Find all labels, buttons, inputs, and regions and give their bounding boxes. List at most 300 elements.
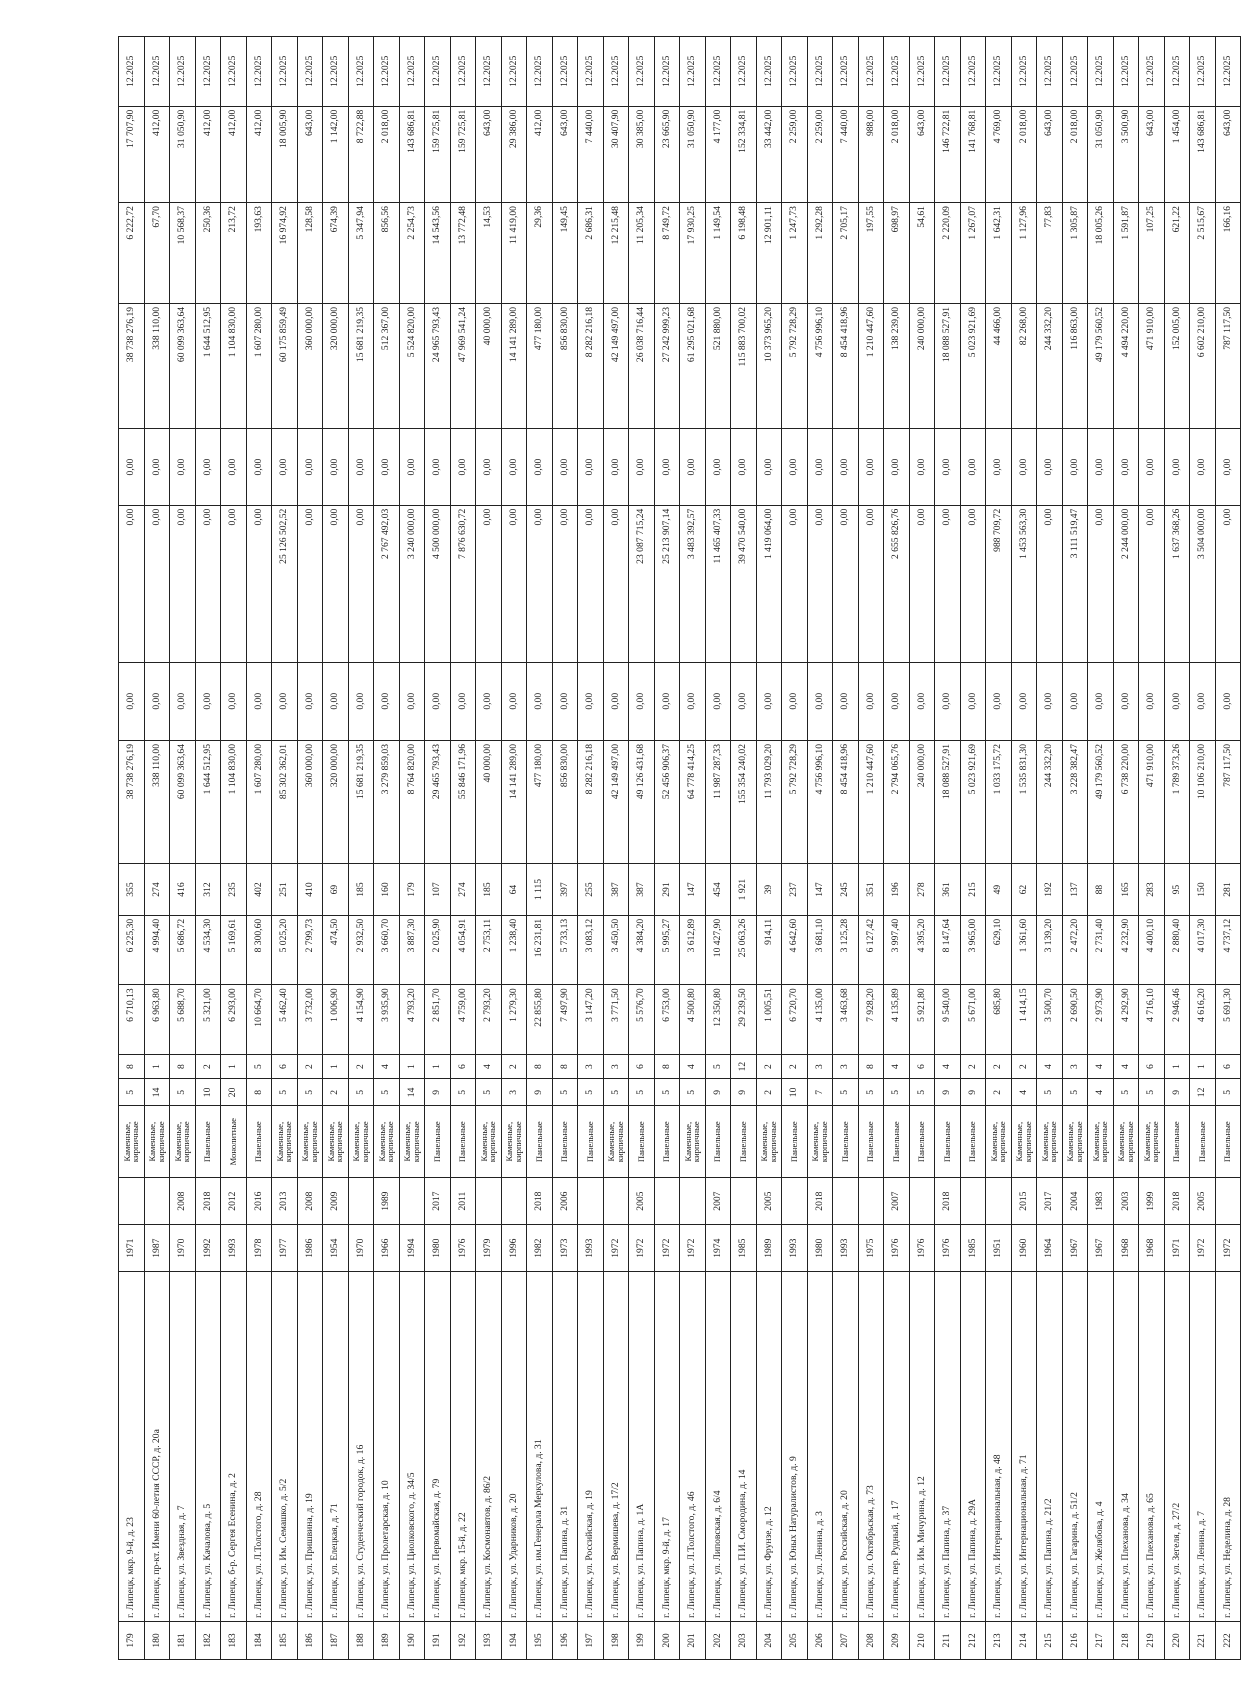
deadline-cell: 12.2025 <box>1011 37 1037 107</box>
unit-cost-cell: 166,16 <box>1215 203 1241 304</box>
cost-fund-1-cell: 0,00 <box>425 662 451 740</box>
year-built-cell: 1987 <box>144 1225 170 1272</box>
cost-fund-3-cell: 0,00 <box>1164 429 1190 505</box>
floors-cell: 5 <box>1215 1079 1241 1106</box>
entrances-cell: 2 <box>297 1054 323 1079</box>
year-built-cell: 1993 <box>221 1225 247 1272</box>
cost-fund-1-cell: 0,00 <box>348 662 374 740</box>
total-area-cell: 10 664,70 <box>246 985 272 1054</box>
cost-fund-3-cell: 0,00 <box>1062 429 1088 505</box>
cost-fund-2-cell: 3 483 392,57 <box>680 505 706 662</box>
row-number-cell: 179 <box>119 1621 145 1659</box>
deadline-cell: 12.2025 <box>450 37 476 107</box>
address-cell: г. Липецк, б-р. Сергея Есенина, д. 2 <box>221 1272 247 1622</box>
wall-material-cell: Панельные <box>629 1106 655 1178</box>
max-unit-cost-cell: 30 407,90 <box>603 106 629 202</box>
unit-cost-cell: 149,45 <box>552 203 578 304</box>
residents-cell: 274 <box>144 864 170 916</box>
entrances-cell: 2 <box>195 1054 221 1079</box>
cost-owners-cell: 4 494 220,00 <box>1113 303 1139 429</box>
address-cell: г. Липецк, ул. Зегеля, д. 27/2 <box>1164 1272 1190 1622</box>
living-area-cell: 5 995,27 <box>654 915 680 984</box>
year-renovated-cell <box>858 1178 884 1225</box>
max-unit-cost-cell: 2 259,00 <box>782 106 808 202</box>
living-area-cell: 4 017,30 <box>1190 915 1216 984</box>
year-renovated-cell: 2017 <box>1037 1178 1063 1225</box>
cost-fund-1-cell: 0,00 <box>909 662 935 740</box>
wall-material-cell: Панельные <box>195 1106 221 1178</box>
entrances-cell: 6 <box>1215 1054 1241 1079</box>
living-area-cell: 3 083,12 <box>578 915 604 984</box>
residents-cell: 147 <box>680 864 706 916</box>
total-area-cell: 9 540,00 <box>935 985 961 1054</box>
table-row <box>246 37 272 1660</box>
living-area-cell: 3 997,40 <box>884 915 910 984</box>
total-cost-cell: 64 778 414,25 <box>680 741 706 864</box>
living-area-cell: 2 880,40 <box>1164 915 1190 984</box>
entrances-cell: 8 <box>119 1054 145 1079</box>
year-renovated-cell: 2005 <box>1190 1178 1216 1225</box>
floors-cell: 2 <box>323 1079 349 1106</box>
floors-cell: 9 <box>960 1079 986 1106</box>
unit-cost-cell: 674,39 <box>323 203 349 304</box>
entrances-cell: 1 <box>399 1054 425 1079</box>
entrances-cell: 3 <box>807 1054 833 1079</box>
year-renovated-cell: 2005 <box>756 1178 782 1225</box>
cost-fund-2-cell: 3 240 000,00 <box>399 505 425 662</box>
cost-fund-1-cell: 0,00 <box>654 662 680 740</box>
cost-fund-3-cell: 0,00 <box>756 429 782 505</box>
deadline-cell: 12.2025 <box>272 37 298 107</box>
table-row <box>323 37 349 1660</box>
wall-material-cell: Панельные <box>578 1106 604 1178</box>
cost-fund-3-cell: 0,00 <box>425 429 451 505</box>
deadline-cell: 12.2025 <box>1215 37 1241 107</box>
total-cost-cell: 10 106 210,00 <box>1190 741 1216 864</box>
row-number-cell: 201 <box>680 1621 706 1659</box>
cost-fund-3-cell: 0,00 <box>246 429 272 505</box>
address-cell: г. Липецк, пер. Рудный, д. 17 <box>884 1272 910 1622</box>
total-area-cell: 4 292,90 <box>1113 985 1139 1054</box>
year-renovated-cell <box>1215 1178 1241 1225</box>
entrances-cell: 4 <box>884 1054 910 1079</box>
unit-cost-cell: 213,72 <box>221 203 247 304</box>
cost-fund-3-cell: 0,00 <box>909 429 935 505</box>
residents-cell: 281 <box>1215 864 1241 916</box>
total-cost-cell: 3 279 859,03 <box>374 741 400 864</box>
year-renovated-cell: 1983 <box>1088 1178 1114 1225</box>
cost-fund-1-cell: 0,00 <box>399 662 425 740</box>
deadline-cell: 12.2025 <box>221 37 247 107</box>
table-row <box>833 37 859 1660</box>
address-cell: г. Липецк, ул. Вермишева, д. 17/2 <box>603 1272 629 1622</box>
row-number-cell: 216 <box>1062 1621 1088 1659</box>
floors-cell: 5 <box>629 1079 655 1106</box>
year-renovated-cell: 2006 <box>552 1178 578 1225</box>
wall-material-cell: Каменные, кирпичные <box>756 1106 782 1178</box>
year-renovated-cell: 2004 <box>1062 1178 1088 1225</box>
total-area-cell: 22 855,80 <box>527 985 553 1054</box>
total-area-cell: 1 005,51 <box>756 985 782 1054</box>
residents-cell: 88 <box>1088 864 1114 916</box>
entrances-cell: 1 <box>323 1054 349 1079</box>
cost-owners-cell: 8 454 418,96 <box>833 303 859 429</box>
living-area-cell: 4 232,90 <box>1113 915 1139 984</box>
residents-cell: 255 <box>578 864 604 916</box>
cost-fund-3-cell: 0,00 <box>705 429 731 505</box>
total-area-cell: 5 576,70 <box>629 985 655 1054</box>
year-renovated-cell: 2007 <box>705 1178 731 1225</box>
year-built-cell: 1970 <box>170 1225 196 1272</box>
year-built-cell: 1985 <box>960 1225 986 1272</box>
row-number-cell: 204 <box>756 1621 782 1659</box>
total-area-cell: 685,80 <box>986 985 1012 1054</box>
deadline-cell: 12.2025 <box>909 37 935 107</box>
residents-cell: 283 <box>1139 864 1165 916</box>
wall-material-cell: Панельные <box>1190 1106 1216 1178</box>
floors-cell: 9 <box>1164 1079 1190 1106</box>
cost-fund-3-cell: 0,00 <box>782 429 808 505</box>
deadline-cell: 12.2025 <box>1113 37 1139 107</box>
living-area-cell: 2 932,50 <box>348 915 374 984</box>
address-cell: г. Липецк, ул. Папина, д. 1А <box>629 1272 655 1622</box>
cost-owners-cell: 44 466,00 <box>986 303 1012 429</box>
cost-fund-2-cell: 25 213 907,14 <box>654 505 680 662</box>
table-row <box>1164 37 1190 1660</box>
total-cost-cell: 1 210 447,60 <box>858 741 884 864</box>
wall-material-cell: Панельные <box>1164 1106 1190 1178</box>
cost-fund-1-cell: 0,00 <box>450 662 476 740</box>
wall-material-cell: Панельные <box>731 1106 757 1178</box>
unit-cost-cell: 14,53 <box>476 203 502 304</box>
year-built-cell: 1994 <box>399 1225 425 1272</box>
row-number-cell: 194 <box>501 1621 527 1659</box>
max-unit-cost-cell: 643,00 <box>1139 106 1165 202</box>
unit-cost-cell: 1 642,31 <box>986 203 1012 304</box>
residents-cell: 215 <box>960 864 986 916</box>
residents-cell: 160 <box>374 864 400 916</box>
deadline-cell: 12.2025 <box>552 37 578 107</box>
year-renovated-cell: 1999 <box>1139 1178 1165 1225</box>
total-cost-cell: 1 535 831,30 <box>1011 741 1037 864</box>
cost-fund-2-cell: 0,00 <box>935 505 961 662</box>
year-built-cell: 1978 <box>246 1225 272 1272</box>
cost-owners-cell: 116 863,00 <box>1062 303 1088 429</box>
year-built-cell: 1976 <box>935 1225 961 1272</box>
deadline-cell: 12.2025 <box>144 37 170 107</box>
deadline-cell: 12.2025 <box>501 37 527 107</box>
cost-owners-cell: 856 830,00 <box>552 303 578 429</box>
max-unit-cost-cell: 159 725,81 <box>425 106 451 202</box>
cost-owners-cell: 787 117,50 <box>1215 303 1241 429</box>
table-row <box>297 37 323 1660</box>
cost-fund-1-cell: 0,00 <box>603 662 629 740</box>
cost-fund-2-cell: 11 465 407,33 <box>705 505 731 662</box>
row-number-cell: 202 <box>705 1621 731 1659</box>
cost-fund-3-cell: 0,00 <box>450 429 476 505</box>
total-area-cell: 6 753,00 <box>654 985 680 1054</box>
row-number-cell: 198 <box>603 1621 629 1659</box>
year-built-cell: 1982 <box>527 1225 553 1272</box>
cost-fund-2-cell: 3 504 000,00 <box>1190 505 1216 662</box>
year-renovated-cell: 2012 <box>221 1178 247 1225</box>
row-number-cell: 188 <box>348 1621 374 1659</box>
total-area-cell: 2 946,46 <box>1164 985 1190 1054</box>
total-area-cell: 4 154,90 <box>348 985 374 1054</box>
cost-fund-3-cell: 0,00 <box>170 429 196 505</box>
entrances-cell: 4 <box>1113 1054 1139 1079</box>
table-row <box>527 37 553 1660</box>
max-unit-cost-cell: 643,00 <box>476 106 502 202</box>
cost-fund-3-cell: 0,00 <box>1139 429 1165 505</box>
max-unit-cost-cell: 4 769,00 <box>986 106 1012 202</box>
max-unit-cost-cell: 2 018,00 <box>374 106 400 202</box>
cost-fund-1-cell: 0,00 <box>1190 662 1216 740</box>
cost-fund-3-cell: 0,00 <box>144 429 170 505</box>
deadline-cell: 12.2025 <box>1190 37 1216 107</box>
year-renovated-cell: 2005 <box>629 1178 655 1225</box>
year-renovated-cell <box>731 1178 757 1225</box>
cost-fund-3-cell: 0,00 <box>348 429 374 505</box>
residents-cell: 291 <box>654 864 680 916</box>
floors-cell: 5 <box>680 1079 706 1106</box>
floors-cell: 20 <box>221 1079 247 1106</box>
residents-cell: 361 <box>935 864 961 916</box>
unit-cost-cell: 67,70 <box>144 203 170 304</box>
wall-material-cell: Каменные, кирпичные <box>144 1106 170 1178</box>
entrances-cell: 2 <box>782 1054 808 1079</box>
entrances-cell: 6 <box>450 1054 476 1079</box>
cost-owners-cell: 5 524 820,00 <box>399 303 425 429</box>
cost-fund-2-cell: 23 087 715,24 <box>629 505 655 662</box>
unit-cost-cell: 128,58 <box>297 203 323 304</box>
address-cell: г. Липецк, ул. Неделина, д. 28 <box>1215 1272 1241 1622</box>
unit-cost-cell: 17 930,25 <box>680 203 706 304</box>
table-row <box>1037 37 1063 1660</box>
max-unit-cost-cell: 2 018,00 <box>1062 106 1088 202</box>
total-cost-cell: 1 789 373,26 <box>1164 741 1190 864</box>
year-built-cell: 1993 <box>782 1225 808 1272</box>
table-body <box>119 37 1241 1660</box>
cost-fund-2-cell: 0,00 <box>807 505 833 662</box>
cost-fund-2-cell: 0,00 <box>1139 505 1165 662</box>
cost-fund-3-cell: 0,00 <box>399 429 425 505</box>
residents-cell: 245 <box>833 864 859 916</box>
total-cost-cell: 49 179 560,52 <box>1088 741 1114 864</box>
residents-cell: 1 115 <box>527 864 553 916</box>
residents-cell: 387 <box>629 864 655 916</box>
year-renovated-cell: 2018 <box>807 1178 833 1225</box>
unit-cost-cell: 10 568,37 <box>170 203 196 304</box>
total-area-cell: 12 350,80 <box>705 985 731 1054</box>
living-area-cell: 16 231,81 <box>527 915 553 984</box>
address-cell: г. Липецк, ул. Ленина, д. 7 <box>1190 1272 1216 1622</box>
entrances-cell: 8 <box>858 1054 884 1079</box>
table-row <box>629 37 655 1660</box>
residents-cell: 397 <box>552 864 578 916</box>
floors-cell: 5 <box>603 1079 629 1106</box>
table-row <box>756 37 782 1660</box>
floors-cell: 5 <box>578 1079 604 1106</box>
residents-cell: 235 <box>221 864 247 916</box>
wall-material-cell: Каменные, кирпичные <box>1062 1106 1088 1178</box>
year-built-cell: 1966 <box>374 1225 400 1272</box>
total-area-cell: 6 963,80 <box>144 985 170 1054</box>
total-cost-cell: 360 000,00 <box>297 741 323 864</box>
year-built-cell: 1964 <box>1037 1225 1063 1272</box>
wall-material-cell: Каменные, кирпичные <box>1113 1106 1139 1178</box>
total-cost-cell: 8 282 216,18 <box>578 741 604 864</box>
row-number-cell: 191 <box>425 1621 451 1659</box>
floors-cell: 5 <box>348 1079 374 1106</box>
cost-fund-3-cell: 0,00 <box>578 429 604 505</box>
residents-cell: 165 <box>1113 864 1139 916</box>
living-area-cell: 6 225,30 <box>119 915 145 984</box>
floors-cell: 2 <box>986 1079 1012 1106</box>
residents-cell: 179 <box>399 864 425 916</box>
total-area-cell: 5 921,80 <box>909 985 935 1054</box>
cost-owners-cell: 49 179 560,52 <box>1088 303 1114 429</box>
entrances-cell: 8 <box>654 1054 680 1079</box>
total-cost-cell: 11 793 029,20 <box>756 741 782 864</box>
wall-material-cell: Каменные, кирпичные <box>603 1106 629 1178</box>
cost-fund-2-cell: 2 767 492,03 <box>374 505 400 662</box>
year-built-cell: 1993 <box>833 1225 859 1272</box>
entrances-cell: 3 <box>603 1054 629 1079</box>
deadline-cell: 12.2025 <box>527 37 553 107</box>
total-area-cell: 2 851,70 <box>425 985 451 1054</box>
table-row <box>144 37 170 1660</box>
row-number-cell: 219 <box>1139 1621 1165 1659</box>
total-cost-cell: 477 180,00 <box>527 741 553 864</box>
cost-fund-2-cell: 0,00 <box>960 505 986 662</box>
max-unit-cost-cell: 29 386,00 <box>501 106 527 202</box>
year-renovated-cell: 2003 <box>1113 1178 1139 1225</box>
deadline-cell: 12.2025 <box>807 37 833 107</box>
living-area-cell: 4 642,60 <box>782 915 808 984</box>
year-built-cell: 1979 <box>476 1225 502 1272</box>
cost-owners-cell: 138 239,00 <box>884 303 910 429</box>
cost-fund-2-cell: 0,00 <box>833 505 859 662</box>
unit-cost-cell: 197,55 <box>858 203 884 304</box>
max-unit-cost-cell: 7 440,00 <box>578 106 604 202</box>
living-area-cell: 2 731,40 <box>1088 915 1114 984</box>
residents-cell: 192 <box>1037 864 1063 916</box>
max-unit-cost-cell: 18 005,90 <box>272 106 298 202</box>
year-built-cell: 1976 <box>450 1225 476 1272</box>
max-unit-cost-cell: 2 018,00 <box>884 106 910 202</box>
table-row <box>1062 37 1088 1660</box>
cost-fund-3-cell: 0,00 <box>629 429 655 505</box>
total-area-cell: 4 135,00 <box>807 985 833 1054</box>
cost-owners-cell: 1 104 830,00 <box>221 303 247 429</box>
cost-fund-1-cell: 0,00 <box>1113 662 1139 740</box>
unit-cost-cell: 1 292,28 <box>807 203 833 304</box>
cost-fund-2-cell: 0,00 <box>552 505 578 662</box>
total-cost-cell: 18 088 527,91 <box>935 741 961 864</box>
year-built-cell: 1976 <box>909 1225 935 1272</box>
max-unit-cost-cell: 141 768,81 <box>960 106 986 202</box>
cost-fund-3-cell: 0,00 <box>195 429 221 505</box>
year-renovated-cell: 2018 <box>1164 1178 1190 1225</box>
cost-fund-2-cell: 1 419 064,00 <box>756 505 782 662</box>
year-renovated-cell: 2009 <box>323 1178 349 1225</box>
year-renovated-cell: 2018 <box>195 1178 221 1225</box>
max-unit-cost-cell: 23 665,90 <box>654 106 680 202</box>
cost-owners-cell: 5 792 728,29 <box>782 303 808 429</box>
cost-fund-2-cell: 2 655 826,76 <box>884 505 910 662</box>
cost-fund-1-cell: 0,00 <box>756 662 782 740</box>
total-cost-cell: 11 987 287,33 <box>705 741 731 864</box>
total-area-cell: 6 293,00 <box>221 985 247 1054</box>
cost-fund-3-cell: 0,00 <box>297 429 323 505</box>
cost-fund-2-cell: 0,00 <box>909 505 935 662</box>
cost-owners-cell: 26 038 716,44 <box>629 303 655 429</box>
year-renovated-cell <box>833 1178 859 1225</box>
total-cost-cell: 240 000,00 <box>909 741 935 864</box>
cost-owners-cell: 320 000,00 <box>323 303 349 429</box>
max-unit-cost-cell: 643,00 <box>909 106 935 202</box>
living-area-cell: 5 169,61 <box>221 915 247 984</box>
total-cost-cell: 8 454 418,96 <box>833 741 859 864</box>
cost-owners-cell: 27 242 999,23 <box>654 303 680 429</box>
address-cell: г. Липецк, ул. Октябрьская, д. 73 <box>858 1272 884 1622</box>
year-renovated-cell <box>680 1178 706 1225</box>
address-cell: г. Липецк, ул. Российская, д. 19 <box>578 1272 604 1622</box>
total-cost-cell: 15 681 219,35 <box>348 741 374 864</box>
cost-fund-1-cell: 0,00 <box>1139 662 1165 740</box>
wall-material-cell: Панельные <box>833 1106 859 1178</box>
cost-fund-2-cell: 0,00 <box>195 505 221 662</box>
year-renovated-cell <box>119 1178 145 1225</box>
deadline-cell: 12.2025 <box>603 37 629 107</box>
table-row <box>705 37 731 1660</box>
cost-fund-1-cell: 0,00 <box>833 662 859 740</box>
max-unit-cost-cell: 412,00 <box>246 106 272 202</box>
row-number-cell: 193 <box>476 1621 502 1659</box>
year-renovated-cell: 2011 <box>450 1178 476 1225</box>
table-row <box>119 37 145 1660</box>
unit-cost-cell: 14 543,56 <box>425 203 451 304</box>
entrances-cell: 6 <box>909 1054 935 1079</box>
unit-cost-cell: 1 149,54 <box>705 203 731 304</box>
cost-owners-cell: 471 910,00 <box>1139 303 1165 429</box>
max-unit-cost-cell: 31 050,90 <box>680 106 706 202</box>
year-built-cell: 1972 <box>1215 1225 1241 1272</box>
address-cell: г. Липецк, пр-кт. Имени 60-летия СССР, д. 20а <box>144 1272 170 1622</box>
year-renovated-cell <box>144 1178 170 1225</box>
housing-repair-table <box>118 36 1241 1660</box>
row-number-cell: 196 <box>552 1621 578 1659</box>
cost-fund-2-cell: 25 126 502,52 <box>272 505 298 662</box>
cost-fund-3-cell: 0,00 <box>501 429 527 505</box>
row-number-cell: 220 <box>1164 1621 1190 1659</box>
cost-owners-cell: 8 282 216,18 <box>578 303 604 429</box>
total-cost-cell: 85 302 362,01 <box>272 741 298 864</box>
table-row <box>195 37 221 1660</box>
total-area-cell: 7 928,20 <box>858 985 884 1054</box>
row-number-cell: 218 <box>1113 1621 1139 1659</box>
wall-material-cell: Каменные, кирпичные <box>323 1106 349 1178</box>
address-cell: г. Липецк, ул. Космонавтов, д. 86/2 <box>476 1272 502 1622</box>
unit-cost-cell: 856,56 <box>374 203 400 304</box>
deadline-cell: 12.2025 <box>884 37 910 107</box>
unit-cost-cell: 18 005,26 <box>1088 203 1114 304</box>
floors-cell: 5 <box>119 1079 145 1106</box>
residents-cell: 150 <box>1190 864 1216 916</box>
floors-cell: 5 <box>1062 1079 1088 1106</box>
cost-owners-cell: 4 756 996,10 <box>807 303 833 429</box>
